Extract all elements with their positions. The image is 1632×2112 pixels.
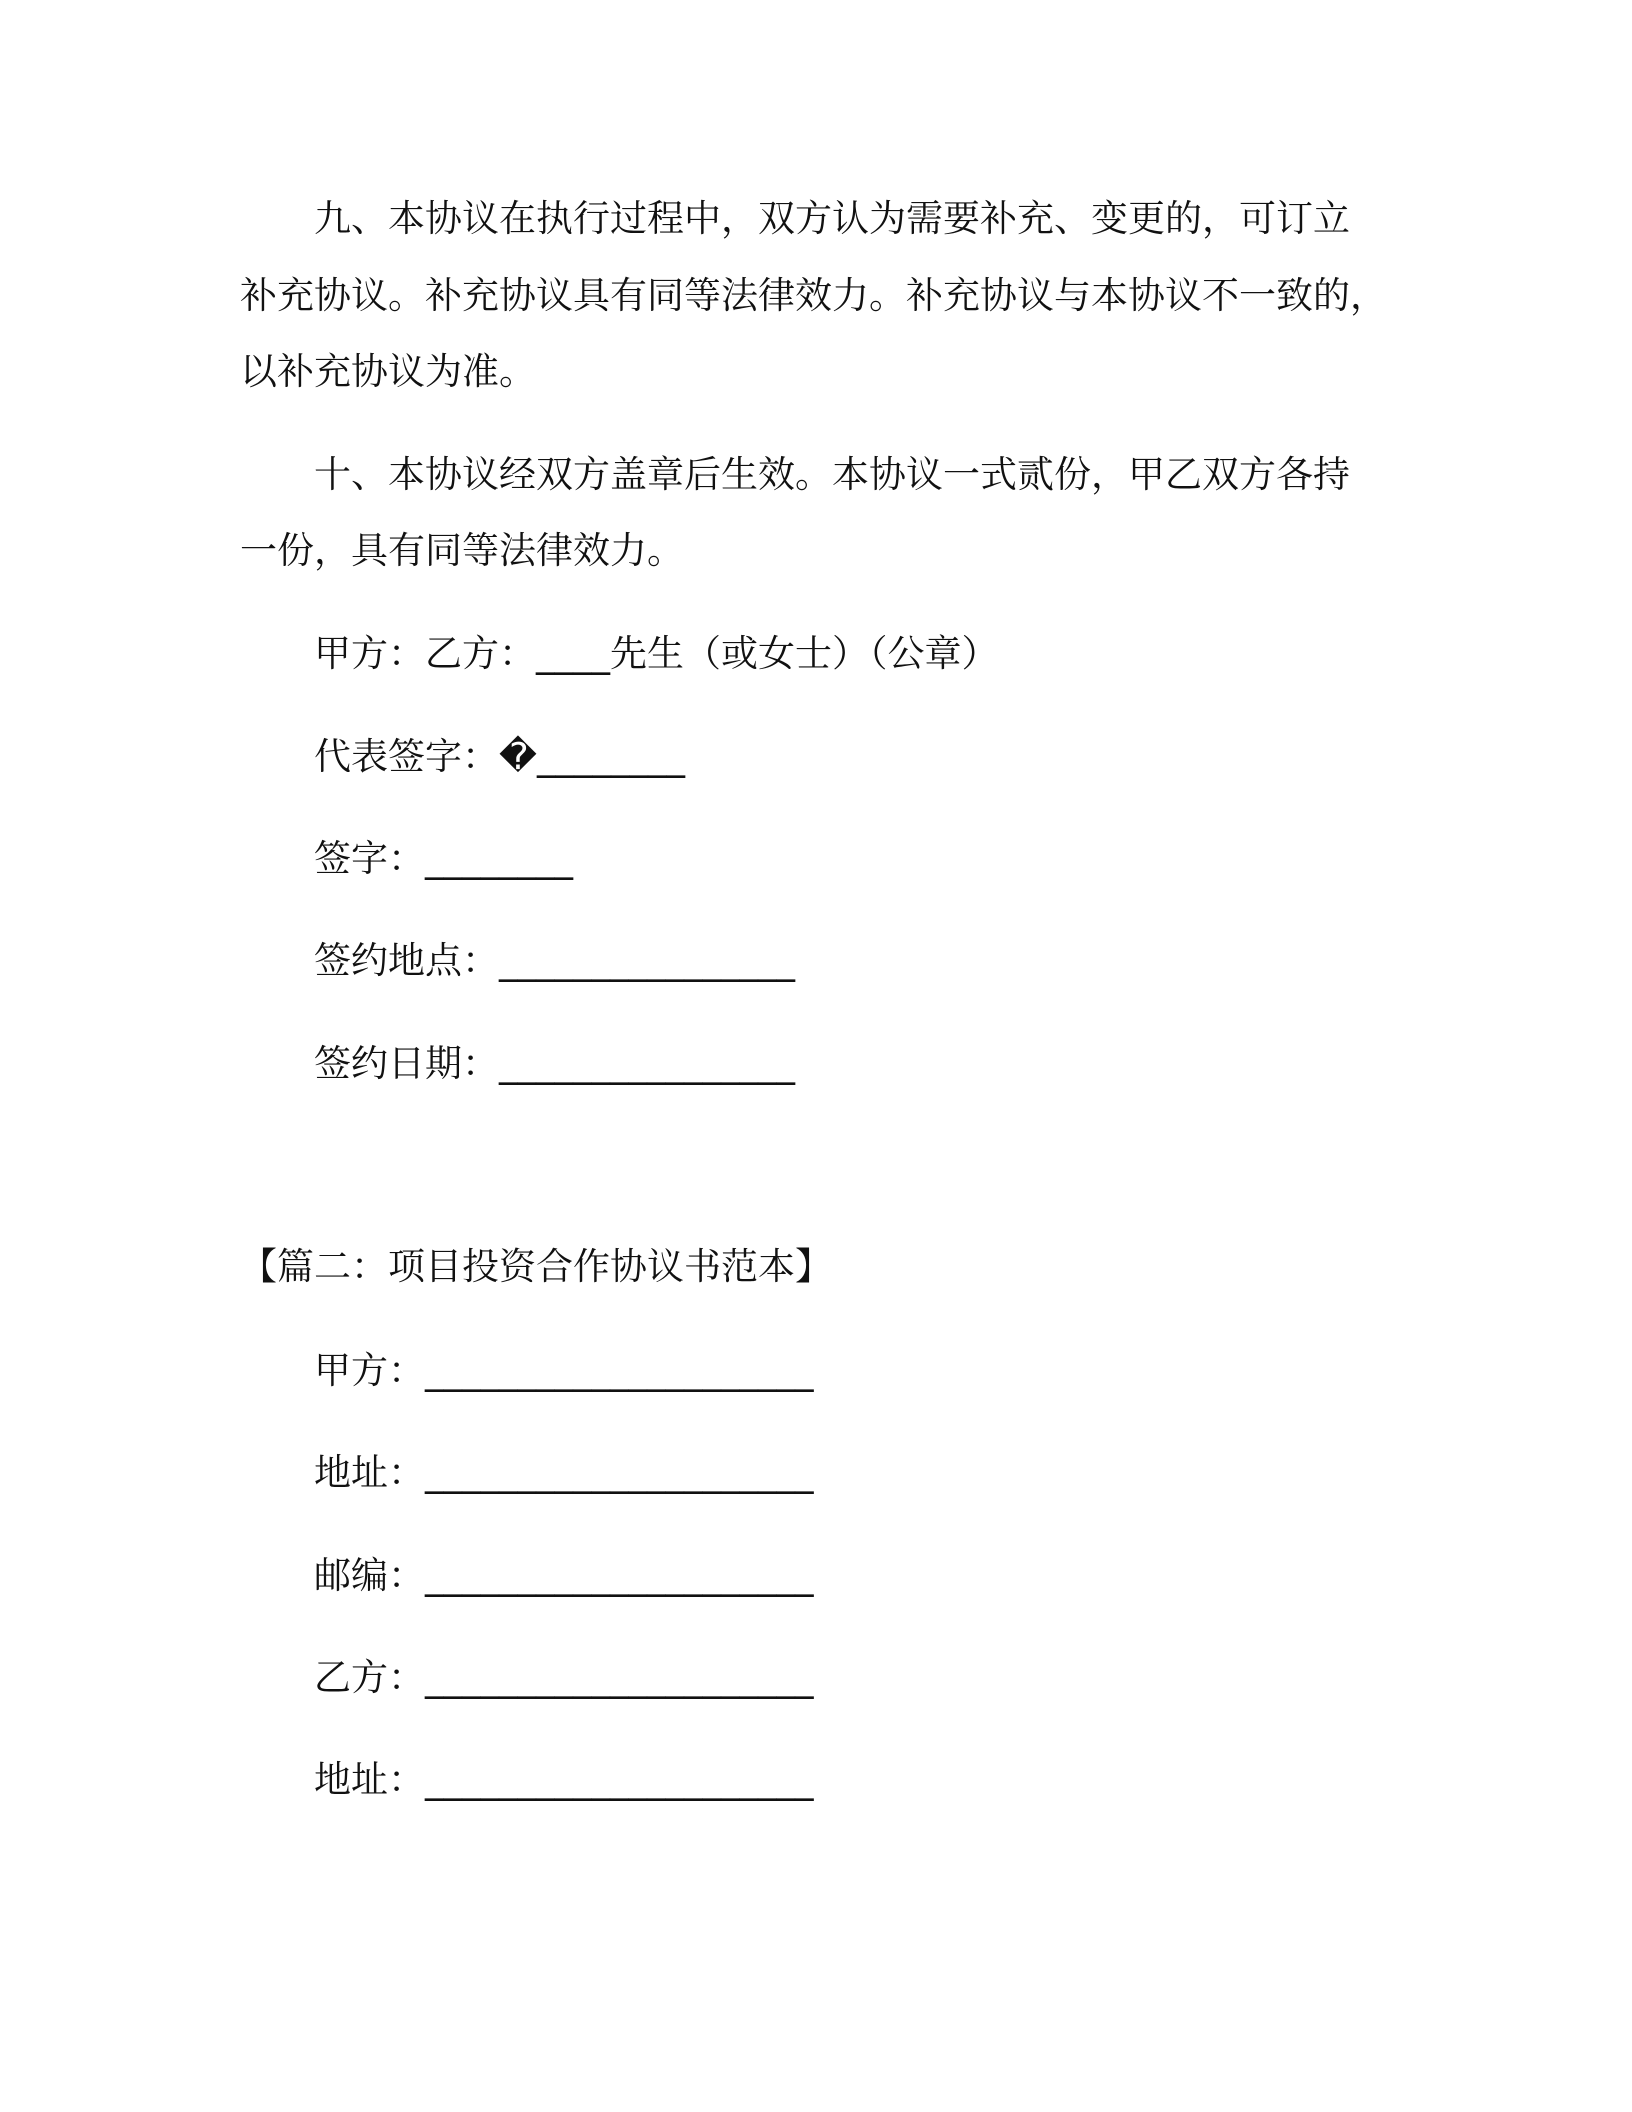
clause-9-line-2: 补充协议。补充协议具有同等法律效力。补充协议与本协议不一致的，: [240, 274, 1387, 317]
address-b-line: 地址：_____________________: [314, 1758, 814, 1801]
clause-10-line-2: 一份，具有同等法律效力。: [240, 529, 684, 572]
clause-9-line-3: 以补充协议为准。: [240, 350, 536, 393]
address-a-line: 地址：_____________________: [314, 1451, 814, 1494]
signature-line: 签字：________: [314, 837, 573, 880]
representative-signature-line: 代表签字：�________: [314, 735, 685, 778]
signing-date-line: 签约日期：________________: [314, 1042, 795, 1085]
signing-place-line: 签约地点：________________: [314, 939, 795, 982]
party-a-line: 甲方：_____________________: [314, 1349, 814, 1392]
parties-line: 甲方：乙方：____先生（或女士）（公章）: [314, 632, 999, 675]
clause-9-line-1: 九、本协议在执行过程中，双方认为需要补充、变更的，可订立: [314, 197, 1350, 240]
section-two-title: 【篇二：项目投资合作协议书范本】: [240, 1245, 832, 1288]
party-b-line: 乙方：_____________________: [314, 1656, 814, 1699]
postcode-line: 邮编：_____________________: [314, 1554, 814, 1597]
clause-10-line-1: 十、本协议经双方盖章后生效。本协议一式贰份，甲乙双方各持: [314, 453, 1350, 496]
